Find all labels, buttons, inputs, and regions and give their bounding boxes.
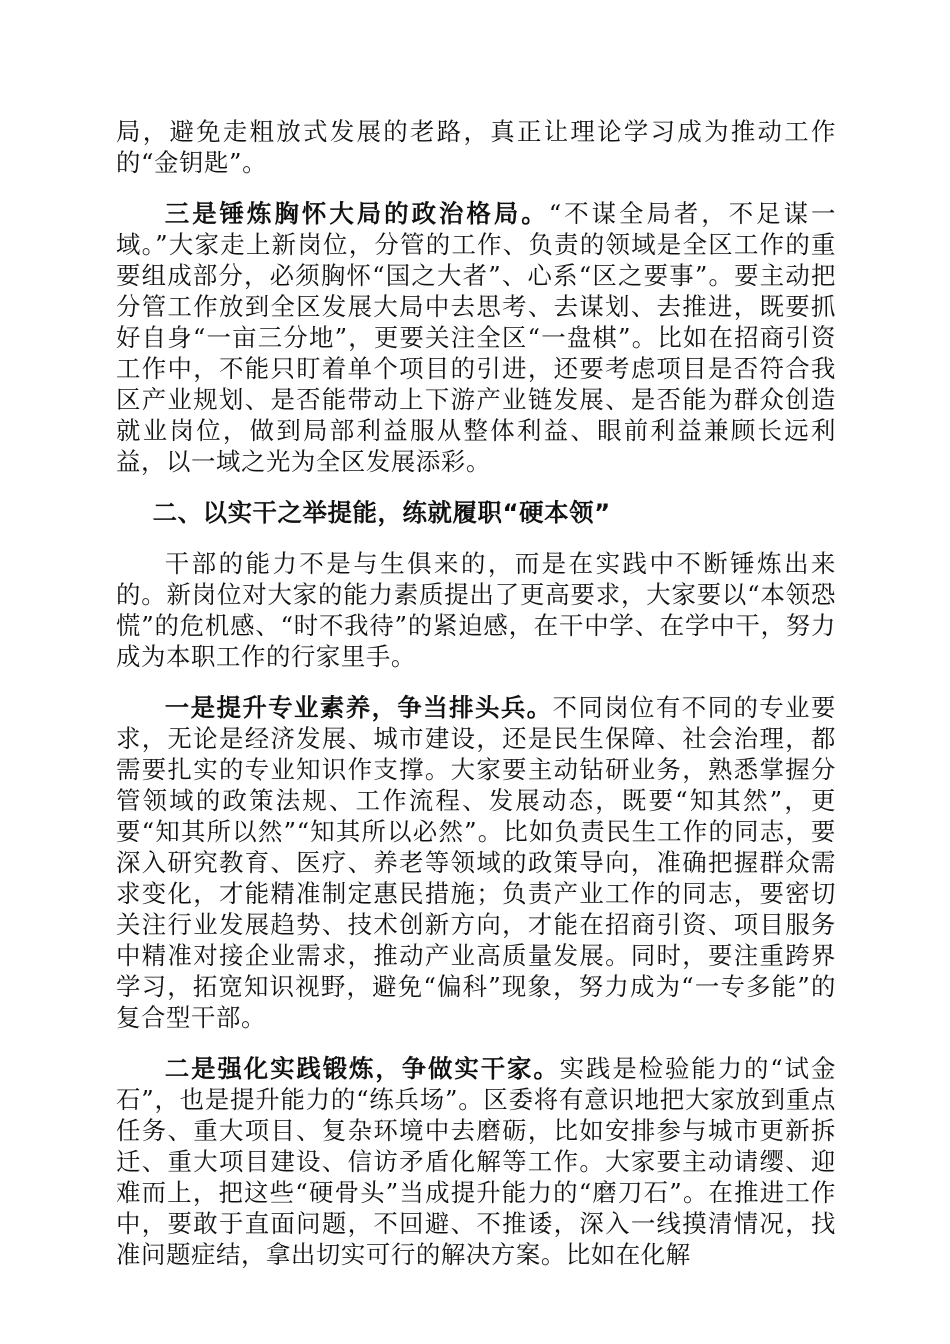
- document-body: [116, 116, 836, 1270]
- paragraph-text: 实践是检验能力的“试金石”，也是提升能力的“练兵场”。区委将有意识地把大家放到重点任务、重大项目、复杂环境中去磨砺，比如安排参与城市更新拆迁、重大项目建设、信访矛盾化解等工作。大家要主动请缨、迎难而上，把这些“硬骨头”当成提升能力的“磨刀石”。在推进工作中，要敢于直面问题，不回避、不推诿，深入一线摸清情况，找准问题症结，拿出切实可行的解决方案。比如在化解: [116, 1054, 836, 1269]
- paragraph-point-two: [116, 1053, 836, 1270]
- paragraph-point-three: [116, 198, 836, 477]
- paragraph-text: 不同岗位有不同的专业要求，无论是经济发展、城市建设，还是民生保障、社会治理，都需要扎实的专业知识作支撑。大家要主动钻研业务，熟悉掌握分管领域的政策法规、工作流程、发展动态，既要“知其然”，更要“知其所以然”“知其所以必然”。比如负责民生工作的同志，要深入研究教育、医疗、养老等领域的政策导向，准确把握群众需求变化，才能精准制定惠民措施；负责产业工作的同志，要密切关注行业发展趋势、技术创新方向，才能在招商引资、项目服务中精准对接企业需求，推动产业高质量发展。同时，要注重跨界学习，拓宽知识视野，避免“偏科”现象，努力成为“一专多能”的复合型干部。: [116, 693, 836, 1032]
- paragraph-section-intro: 干部的能力不是与生俱来的，而是在实践中不断锤炼出来的。新岗位对大家的能力素质提出了更高要求，大家要以“本领恐慌”的危机感、“时不我待”的紧迫感，在干中学、在学中干，努力成为本职工作的行家里手。: [116, 549, 836, 671]
- paragraph-point-one: [116, 692, 836, 1033]
- paragraph-lead-bold: 一是提升专业素养，争当排头兵。: [164, 693, 553, 722]
- paragraph-lead-bold: 二是强化实践锻炼，争做实干家。: [164, 1054, 560, 1083]
- paragraph-continuation: 局，避免走粗放式发展的老路，真正让理论学习成为推动工作的“金钥匙”。: [116, 117, 836, 177]
- section-heading: 二、以实干之举提能，练就履职“硬本领”: [152, 498, 611, 527]
- paragraph-lead-bold: 三是锤炼胸怀大局的政治格局。: [164, 199, 549, 228]
- paragraph-text: “不谋全局者，不足谋一域。”大家走上新岗位，分管的工作、负责的领域是全区工作的重要组成部分，必须胸怀“国之大者”、心系“区之要事”。要主动把分管工作放到全区发展大局中去思考、去谋划、去推进，既要抓好自身“一亩三分地”，更要关注全区“一盘棋”。比如在招商引资工作中，不能只盯着单个项目的引进，还要考虑项目是否符合我区产业规划、是否能带动上下游产业链发展、是否能为群众创造就业岗位，做到局部利益服从整体利益、眼前利益兼顾长远利益，以一域之光为全区发展添彩。: [116, 199, 836, 476]
